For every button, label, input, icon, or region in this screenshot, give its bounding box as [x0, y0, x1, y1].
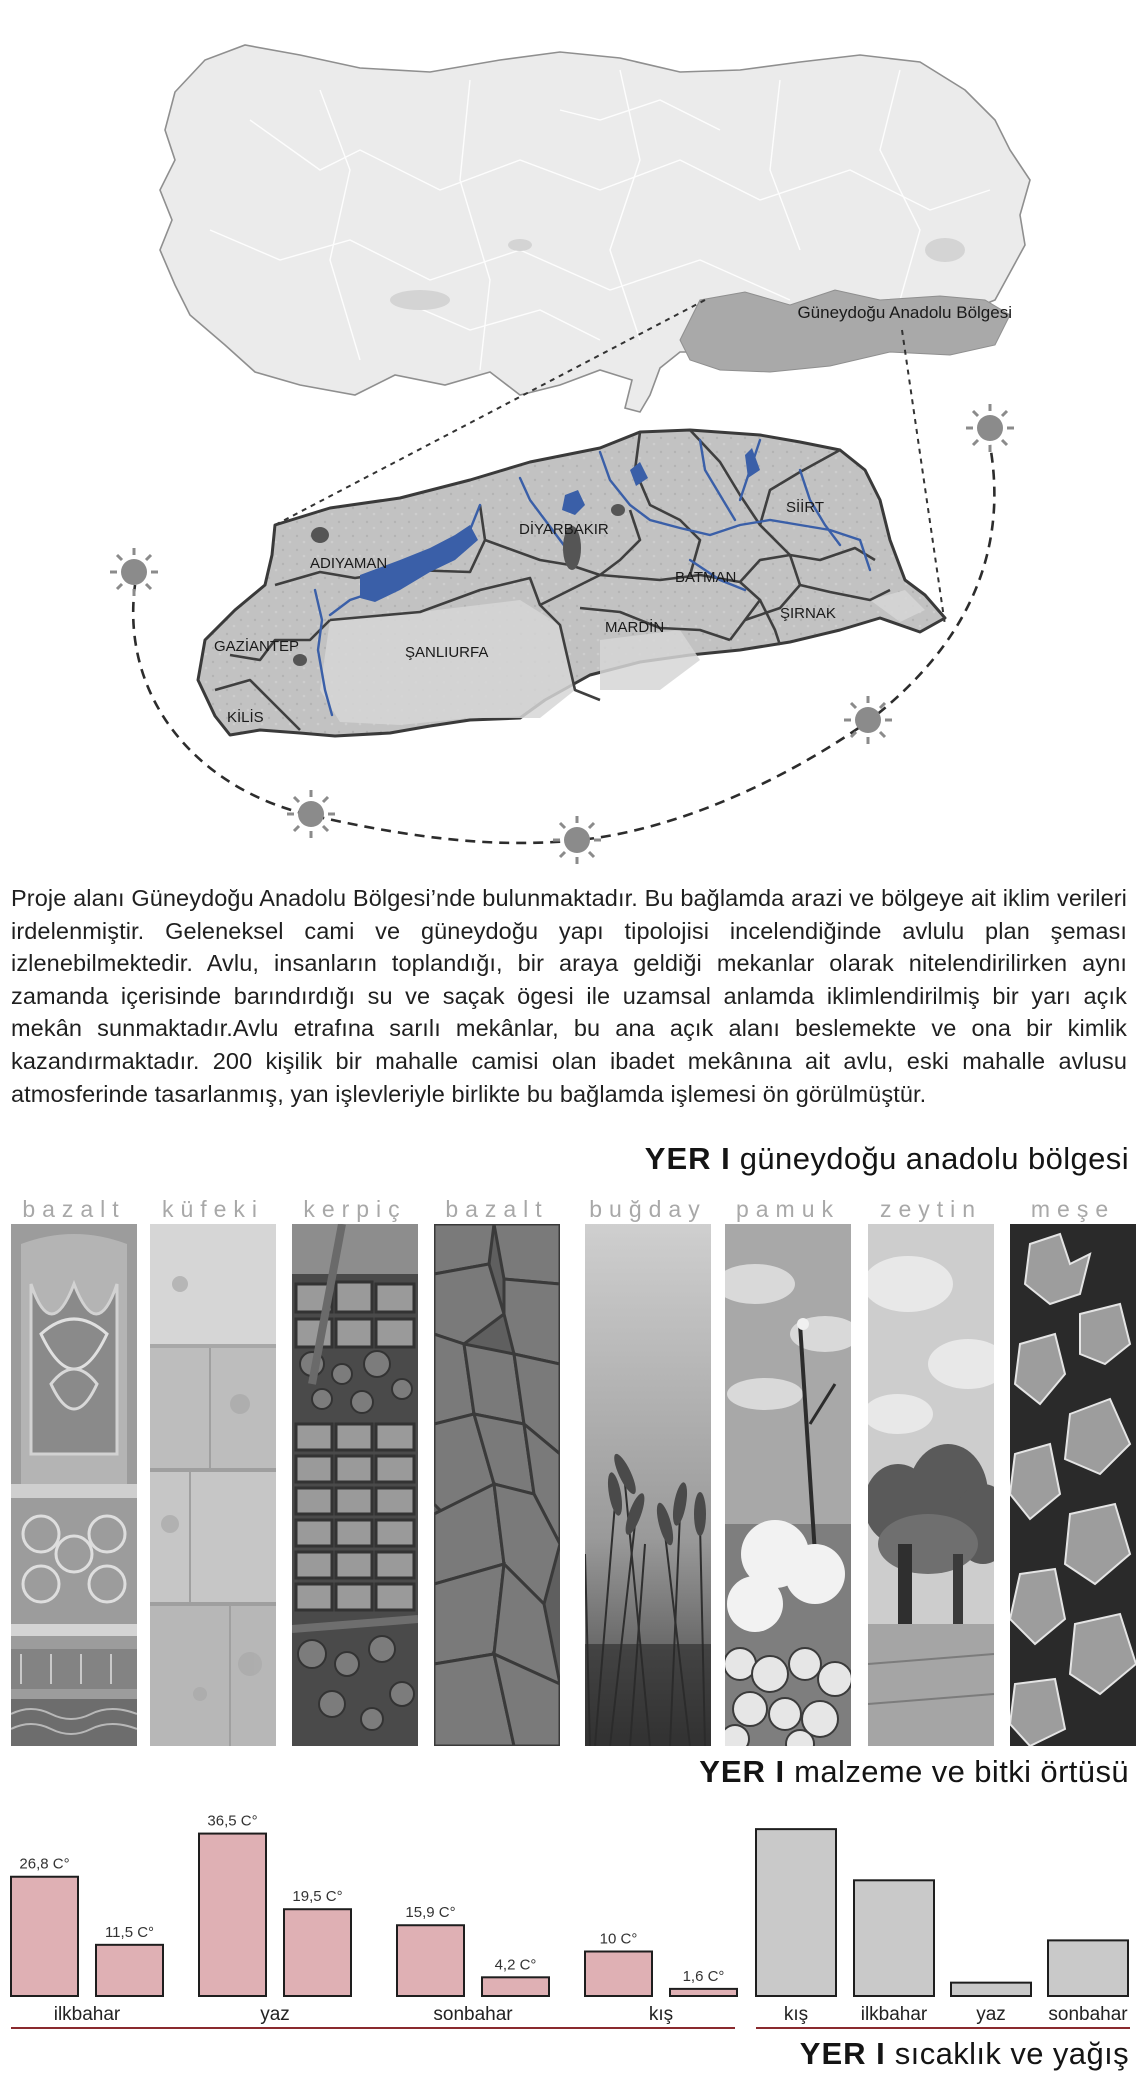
city-label-batman: BATMAN	[675, 569, 737, 586]
climate-chart	[0, 1790, 1137, 2030]
region-label: Güneydoğu Anadolu Bölgesi	[797, 303, 1012, 322]
temp-value-label: 10 C°	[599, 1930, 638, 1948]
heading-materials	[699, 1754, 1129, 1790]
material-label-bazalt-1: bazalt	[22, 1196, 126, 1222]
temp-bar-sonbahar-min	[482, 1977, 549, 1996]
city-label-adiyaman: ADIYAMAN	[310, 555, 388, 572]
temp-bar-ilkbahar-min	[96, 1945, 163, 1996]
project-description: Proje alanı Güneydoğu Anadolu Bölgesi’nde bulunmaktadır. Bu bağlamda arazi ve bölgeye ait iklim verileri irdelenmiştir. Geleneksel cami ve güneydoğu yapı tipolojisi incelendiğinde avlulu plan şeması izlenebilmektedir. Avlu, insanların toplandığı, bir araya geldiği mekanlar olarak nitelendirilirken aynı zamanda içerisinde barındırdığı su ve saçak ögesi ile uzamsal anlamda iklimlendirilmiş bir yarı açık mekân sunmaktadır.Avlu etrafına sarılı mekânlar, bu ana açık alanı beslemekte ve ona bir kimlik kazandırmaktadır. 200 kişilik bir mahalle camisi olan ibadet mekânına ait avlu, eski mahalle avlusu atmosferinde tasarlanmış, yan işlevleriyle birlikte bu bağlamda işlemesi ön görülmüştür.	[11, 885, 1127, 1107]
material-label-pamuk: pamuk	[735, 1196, 841, 1222]
heading-text: malzeme ve bitki örtüsü	[794, 1754, 1129, 1789]
heading-prefix: YER I	[799, 2036, 886, 2071]
city-label-sanliurfa: ŞANLIURFA	[405, 644, 489, 661]
photo-bugday-wheat	[585, 1224, 711, 1746]
precip-category-label: sonbahar	[1048, 2004, 1128, 2025]
precip-category-label: ilkbahar	[860, 2004, 928, 2025]
photo-mese-oak	[1010, 1224, 1136, 1746]
temp-value-label: 11,5 C°	[104, 1923, 155, 1941]
heading-prefix: YER I	[644, 1141, 731, 1176]
city-label-mardin: MARDİN	[605, 619, 665, 636]
sun-icon	[844, 696, 892, 744]
temp-value-label: 1,6 C°	[682, 1967, 725, 1985]
precip-bar-ilkbahar	[854, 1880, 934, 1996]
heading-prefix: YER I	[699, 1754, 786, 1789]
heading-climate	[800, 2036, 1129, 2072]
photo-pamuk-cotton	[725, 1224, 851, 1746]
temp-bar-ilkbahar-max	[11, 1877, 78, 1996]
material-label-kerpic: kerpiç	[303, 1196, 407, 1222]
city-label-gaziantep: GAZİANTEP	[214, 638, 300, 655]
precip-category-label: yaz	[976, 2004, 1006, 2025]
temp-bar-yaz-min	[284, 1909, 351, 1996]
photo-zeytin-olive	[868, 1224, 994, 1746]
heading-text: sıcaklık ve yağış	[894, 2036, 1129, 2071]
material-label-kufeki: küfeki	[161, 1196, 265, 1222]
photo-kufeki-stone	[150, 1224, 276, 1746]
city-label-diyarbakir: DİYARBAKIR	[519, 521, 609, 538]
temp-bar-yaz-max	[199, 1834, 266, 1996]
material-label-bugday: buğday	[589, 1196, 707, 1222]
heading-text: güneydoğu anadolu bölgesi	[739, 1141, 1129, 1176]
material-label-zeytin: zeytin	[879, 1196, 983, 1222]
sun-icon	[287, 790, 335, 838]
sun-icon	[553, 816, 601, 864]
heading-location	[645, 1141, 1129, 1177]
precip-bar-kış	[756, 1829, 836, 1996]
city-label-sirnak: ŞIRNAK	[780, 605, 836, 622]
temp-bar-sonbahar-max	[397, 1925, 464, 1996]
temp-value-label: 15,9 C°	[405, 1904, 456, 1922]
photo-bazalt-carving	[11, 1224, 137, 1746]
temp-bar-kış-max	[585, 1952, 652, 1997]
sun-icon	[966, 404, 1014, 452]
temp-value-label: 36,5 C°	[207, 1812, 258, 1830]
material-label-bazalt-2: bazalt	[445, 1196, 549, 1222]
temp-category-label: ilkbahar	[53, 2004, 121, 2025]
temp-category-label: yaz	[260, 2004, 290, 2025]
material-label-mese: meşe	[1030, 1196, 1116, 1222]
precip-category-label: kış	[783, 2004, 809, 2025]
precip-bar-sonbahar	[1048, 1940, 1128, 1996]
region-map	[0, 0, 1137, 870]
temp-bar-kış-min	[670, 1989, 737, 1996]
temp-category-label: sonbahar	[433, 2004, 513, 2025]
photo-kerpic-mudbrick	[292, 1224, 418, 1746]
temp-value-label: 4,2 C°	[494, 1956, 537, 1974]
city-label-kilis: KİLİS	[227, 709, 264, 726]
precip-bar-yaz	[951, 1983, 1031, 1996]
temp-category-label: kış	[648, 2004, 674, 2025]
photo-bazalt-paving	[434, 1224, 560, 1746]
temp-value-label: 26,8 C°	[19, 1855, 70, 1873]
city-label-siirt: SİİRT	[786, 499, 825, 516]
temp-value-label: 19,5 C°	[292, 1888, 343, 1906]
